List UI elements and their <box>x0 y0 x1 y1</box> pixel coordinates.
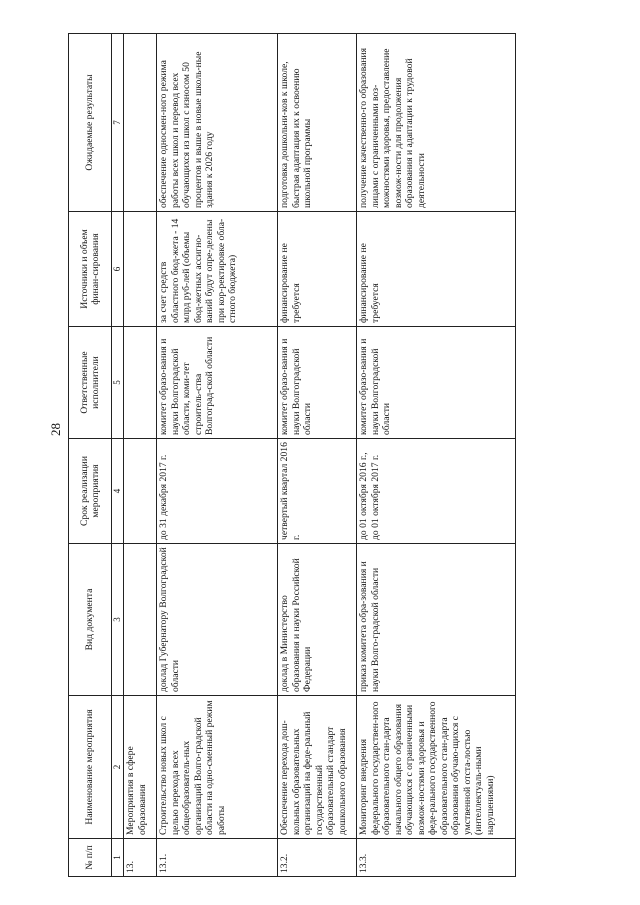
table-row <box>157 34 278 877</box>
column-index: 6 <box>112 212 124 327</box>
column-index-row <box>112 34 124 877</box>
column-index: 4 <box>112 439 124 544</box>
table-row <box>278 34 357 877</box>
document-type: доклад Губернатору Волгоградской области <box>157 544 278 696</box>
rotated-table-container <box>68 34 555 877</box>
deadline: четвертый квартал 2016 г. <box>278 439 357 544</box>
measures-table <box>68 33 516 877</box>
table-row <box>357 34 516 877</box>
empty-cell <box>124 439 157 544</box>
document-type: доклад в Министерство образования и науки Российской Федерации <box>278 544 357 696</box>
financing: за счет средств областного бюд-жета - 14 млрд руб-лей (объемы бюд-жетных ассигно-ваний будут опре-делены при кор-ректировке обла-стного бюджета) <box>157 212 278 327</box>
header-term: Срок реализации мероприятия <box>69 439 112 544</box>
group-row <box>124 34 157 877</box>
document-type: приказ комитета обра-зования и науки Волго-градской области <box>357 544 516 696</box>
responsible: комитет образо-вания и науки Волгоградской области <box>278 327 357 439</box>
header-result: Ожидаемые результаты <box>69 34 112 212</box>
header-num: № п/п <box>69 839 112 877</box>
column-index: 1 <box>112 839 124 877</box>
empty-cell <box>124 327 157 439</box>
responsible: комитет образо-вания и науки Волгоградской области <box>357 327 516 439</box>
column-index: 3 <box>112 544 124 696</box>
expected-result: подготовка дошкольни-ков к школе, быстрая адаптация их к освоению школьной программы <box>278 34 357 212</box>
column-index: 7 <box>112 34 124 212</box>
row-number: 13.3. <box>357 839 516 877</box>
column-index: 2 <box>112 696 124 839</box>
financing: финансирование не требуется <box>278 212 357 327</box>
measure-name: Мониторинг внедрения федерального государствен-ного образовательного стан-дарта начального общего образования обучающихся с ограниченными возмож-ностями здоровья и феде-рального государственного образовательного стан-дарта образования обучаю-щихся с умственной отста-лостью (интеллектуаль-ными нарушениями) <box>357 696 516 839</box>
responsible: комитет образо-вания и науки Волгоградской области, коми-тет строитель-ства Волгоград-ской области <box>157 327 278 439</box>
empty-cell <box>124 34 157 212</box>
measure-name: Обеспечение перехода дош-кольных образовательных организаций на феде-ральный государственный образовательный стандарт дошкольного образования <box>278 696 357 839</box>
empty-cell <box>124 544 157 696</box>
empty-cell <box>124 212 157 327</box>
financing: финансирование не требуется <box>357 212 516 327</box>
row-number: 13.2. <box>278 839 357 877</box>
group-number: 13. <box>124 839 157 877</box>
measure-name: Строительство новых школ с целью перехода всех общеобразователь-ных организаций Волго-градской области на одно-сменный режим работы <box>157 696 278 839</box>
row-number: 13.1. <box>157 839 278 877</box>
deadline: до 31 декабря 2017 г. <box>157 439 278 544</box>
expected-result: обеспечение односмен-ного режима работы всех школ и перевод всех обучающихся из школ с износом 50 процентов и выше в новые школь-ные здания к 2026 году <box>157 34 278 212</box>
group-title: Мероприятия в сфере образования <box>124 696 157 839</box>
header-doc: Вид документа <box>69 544 112 696</box>
deadline: до 01 октября 2016 г., до 01 октября 2017 г. <box>357 439 516 544</box>
header-responsible: Ответственные исполнители <box>69 327 112 439</box>
header-row <box>69 34 112 877</box>
column-index: 5 <box>112 327 124 439</box>
header-financing: Источники и объем финан-сирования <box>69 212 112 327</box>
header-name: Наименование мероприятия <box>69 696 112 839</box>
expected-result: получение качественно-го образования лицами с ограниченными воз-можностями здоровья, предоставление возмож-ности для продолжения образования и адаптации к трудовой деятельности <box>357 34 516 212</box>
page-number: 28 <box>48 423 63 436</box>
